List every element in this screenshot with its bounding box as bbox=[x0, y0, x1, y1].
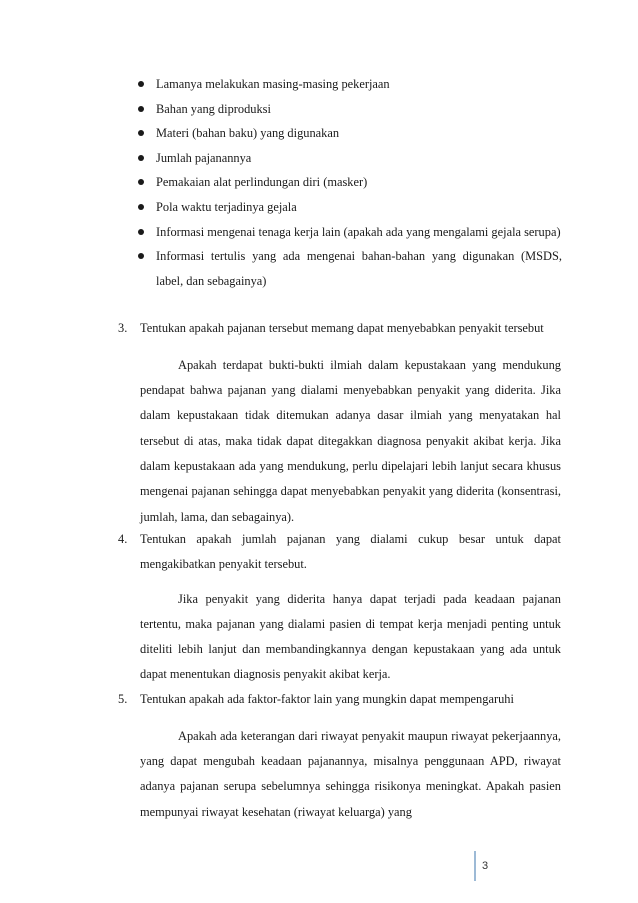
section-heading-text: Tentukan apakah jumlah pajanan yang dialami cukup besar untuk dapat mengakibatkan penyakit tersebut. bbox=[140, 532, 561, 571]
section-heading-text: Tentukan apakah pajanan tersebut memang dapat menyebabkan penyakit tersebut bbox=[140, 321, 544, 335]
bullet-item: Materi (bahan baku) yang digunakan bbox=[136, 121, 562, 146]
section-heading bbox=[118, 527, 561, 577]
bullet-item: Lamanya melakukan masing-masing pekerjaan bbox=[136, 72, 562, 97]
section-number: 4. bbox=[118, 532, 128, 546]
section-body: Jika penyakit yang diderita hanya dapat terjadi pada keadaan pajanan tertentu, maka pajanan yang dialami pasien di tempat kerja menjadi penting untuk diteliti lebih lanjut dan membandingkannya dengan kepustakaan yang ada untuk dapat menentukan diagnosis penyakit akibat kerja. bbox=[140, 591, 561, 682]
bullet-item: Pemakaian alat perlindungan diri (masker) bbox=[136, 170, 562, 195]
section-4 bbox=[118, 527, 561, 688]
section-body: Apakah ada keterangan dari riwayat penyakit maupun riwayat pekerjaannya, yang dapat mengubah keadaan pajanannya, misalnya penggunaan APD, riwayat adanya pajanan serupa sebelumnya sehingga risikonya meningkat. Apakah pasien mempunyai riwayat kesehatan (riwayat keluarga) yang bbox=[140, 728, 561, 819]
section-body: Apakah terdapat bukti-bukti ilmiah dalam kepustakaan yang mendukung pendapat bahwa pajanan yang dialami menyebabkan penyakit yang diderita. Jika dalam kepustakaan tidak ditemukan adanya dasar ilmiah yang menyatakan hal tersebut di atas, maka tidak dapat ditegakkan diagnosa penyakit akibat kerja. Jika dalam kepustakaan ada yang mendukung, perlu dipelajari lebih lanjut secara khusus mengenai pajanan sehingga dapat menyebabkan penyakit yang diderita (konsentrasi, jumlah, lama, dan sebagainya). bbox=[140, 357, 561, 524]
section-5 bbox=[118, 687, 561, 825]
bullet-item: Jumlah pajanannya bbox=[136, 146, 562, 171]
bullet-item: Bahan yang diproduksi bbox=[136, 97, 562, 122]
section-heading bbox=[118, 687, 561, 712]
section-heading-text: Tentukan apakah ada faktor-faktor lain yang mungkin dapat mempengaruhi bbox=[140, 692, 514, 706]
section-heading bbox=[118, 316, 561, 341]
page-number-divider bbox=[474, 851, 476, 881]
page-number: 3 bbox=[482, 860, 489, 872]
section-number: 5. bbox=[118, 692, 128, 706]
section-3 bbox=[118, 316, 561, 530]
section-number: 3. bbox=[118, 321, 128, 335]
bullet-list bbox=[136, 72, 562, 293]
bullet-item: Informasi tertulis yang ada mengenai bahan-bahan yang digunakan (MSDS, label, dan sebagainya) bbox=[136, 244, 562, 293]
bullet-item: Pola waktu terjadinya gejala bbox=[136, 195, 562, 220]
bullet-item: Informasi mengenai tenaga kerja lain (apakah ada yang mengalami gejala serupa) bbox=[136, 220, 562, 245]
